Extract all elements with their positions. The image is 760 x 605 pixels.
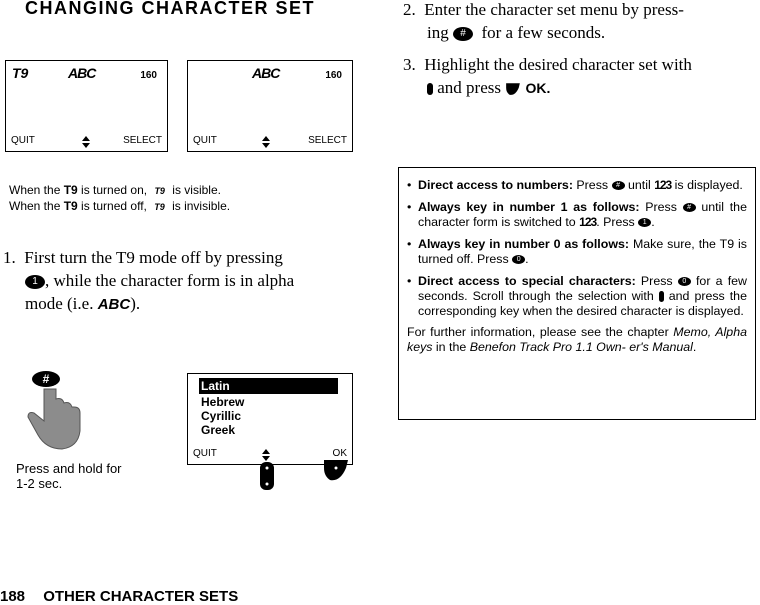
list-item-greek: Greek bbox=[201, 423, 236, 437]
step-3: 3. Highlight the desired character set with and press OK. bbox=[403, 55, 692, 97]
key-0-icon: 0 bbox=[678, 277, 691, 286]
navigation-key-icon bbox=[259, 461, 275, 491]
footer-title: OTHER CHARACTER SETS bbox=[43, 588, 239, 605]
page-footer bbox=[0, 588, 238, 605]
info-bullet-special-characters: • Direct access to special characters: Press 0 for a few seconds. Scroll through the selection with and press the corresponding key when the desired character is displayed. bbox=[407, 274, 747, 318]
character-set-list bbox=[201, 379, 244, 437]
hash-key-icon: # bbox=[683, 203, 696, 212]
select-softkey: SELECT bbox=[308, 135, 347, 146]
key-1-icon: 1 bbox=[638, 218, 651, 227]
info-bullet-numbers: • Direct access to numbers: Press # until 123 is displayed. bbox=[407, 178, 743, 192]
quit-softkey: QUIT bbox=[11, 135, 35, 146]
hash-symbol: # bbox=[42, 372, 50, 386]
scroll-arrows-icon bbox=[262, 136, 270, 148]
scroll-arrows-icon bbox=[82, 136, 90, 148]
info-bullet-number-1: • Always key in number 1 as follows: Press # until the character form is switched to 123. Press 1 . bbox=[407, 200, 747, 229]
navigation-key-icon bbox=[427, 83, 433, 95]
quit-softkey: QUIT bbox=[193, 135, 217, 146]
t9-caption: When the T9 is turned on, T9 is visible. When the T9 is turned off, T9 is invisible. bbox=[9, 183, 231, 213]
phone-screen-character-sets bbox=[187, 373, 353, 465]
step-1: 1. First turn the T9 mode off by pressing 1 , while the character form is in alpha mode (i.e. ABC). bbox=[3, 248, 295, 313]
hash-key-icon: # bbox=[612, 181, 625, 190]
ok-key-icon bbox=[505, 82, 521, 96]
numeric-mode-icon: 123 bbox=[579, 215, 597, 229]
t9-icon: T9 bbox=[154, 202, 165, 212]
page-number: 188 bbox=[0, 588, 26, 605]
info-note: For further information, please see the chapter Memo, Alpha keys in the Benefon Track Pro 1.1 Own- er's Manual. bbox=[407, 325, 747, 354]
finger-pressing-key-illustration bbox=[24, 369, 84, 451]
abc-mode-icon: ABC bbox=[68, 65, 96, 81]
hold-caption: Press and hold for 1-2 sec. bbox=[16, 461, 122, 491]
abc-mode-icon: ABC bbox=[252, 65, 280, 81]
select-softkey: SELECT bbox=[123, 135, 162, 146]
navigation-key-icon bbox=[659, 291, 664, 302]
t9-icon: T9 bbox=[12, 65, 29, 81]
key-0-icon: 0 bbox=[512, 255, 525, 264]
step-2: 2. Enter the character set menu by press- ing # for a few seconds. bbox=[403, 0, 684, 42]
list-item-hebrew: Hebrew bbox=[201, 395, 245, 409]
char-counter: 160 bbox=[140, 70, 157, 81]
ok-softkey: OK bbox=[332, 448, 347, 459]
info-bullet-number-0: • Always key in number 0 as follows: Make sure, the T9 is turned off. Press 0 . bbox=[407, 237, 747, 266]
key-1-icon: 1 bbox=[25, 275, 45, 289]
numeric-mode-icon: 123 bbox=[654, 178, 672, 192]
ok-key-icon bbox=[322, 458, 350, 482]
char-counter: 160 bbox=[325, 70, 342, 81]
list-item-latin: Latin bbox=[201, 379, 230, 393]
hash-key-icon: # bbox=[453, 27, 473, 41]
phone-screen-t9-off bbox=[187, 60, 353, 152]
page-heading: CHANGING CHARACTER SET bbox=[25, 0, 316, 18]
abc-mode-icon: ABC bbox=[97, 296, 131, 313]
list-item-cyrillic: Cyrillic bbox=[201, 409, 242, 423]
t9-icon: T9 bbox=[154, 186, 165, 196]
phone-screen-t9-on bbox=[5, 60, 168, 152]
scroll-arrows-icon bbox=[262, 449, 270, 461]
quit-softkey: QUIT bbox=[193, 448, 217, 459]
info-box bbox=[398, 167, 756, 420]
